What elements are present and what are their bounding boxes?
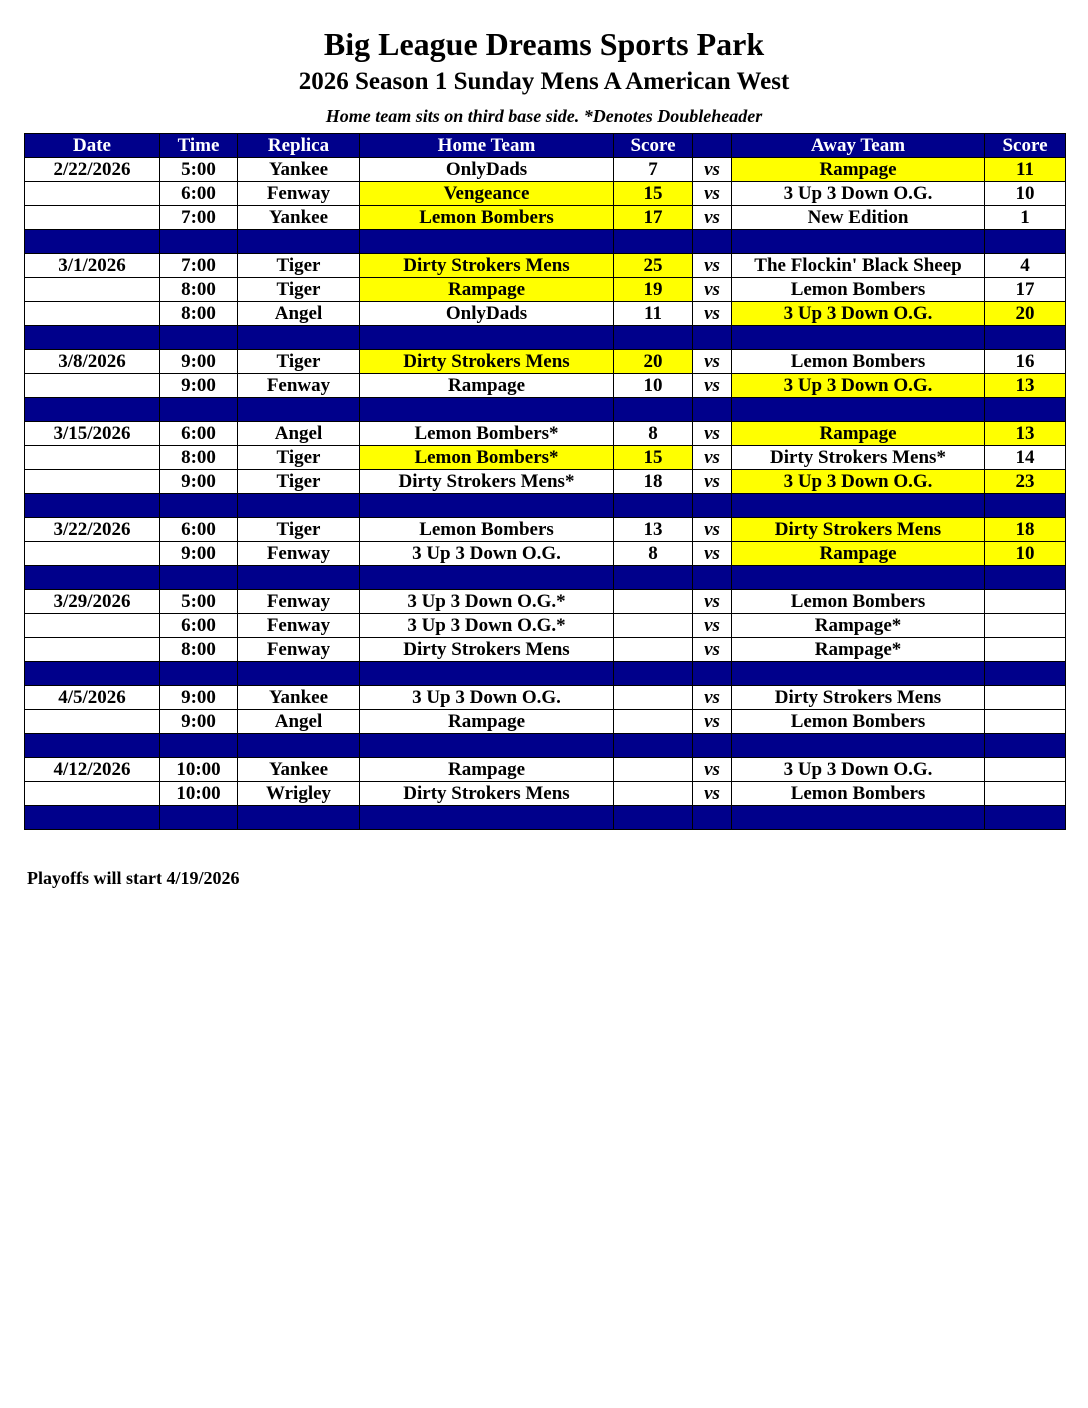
separator-cell [693, 230, 732, 254]
date-cell: 3/15/2026 [25, 422, 160, 446]
separator-cell [693, 806, 732, 830]
home-score-cell: 18 [614, 470, 693, 494]
time-cell: 8:00 [160, 446, 238, 470]
separator-cell [985, 398, 1066, 422]
home-score-cell: 8 [614, 422, 693, 446]
separator-cell [614, 662, 693, 686]
separator-cell [25, 566, 160, 590]
game-row [25, 350, 1066, 374]
separator-cell [238, 734, 360, 758]
time-cell: 9:00 [160, 686, 238, 710]
replica-cell: Angel [238, 302, 360, 326]
separator-cell [160, 734, 238, 758]
vs-cell: vs [693, 158, 732, 182]
separator-cell [238, 566, 360, 590]
home-team-cell: Rampage [360, 278, 614, 302]
separator-cell [614, 806, 693, 830]
separator-row [25, 326, 1066, 350]
vs-cell: vs [693, 422, 732, 446]
away-score-cell: 17 [985, 278, 1066, 302]
game-row [25, 590, 1066, 614]
separator-row [25, 662, 1066, 686]
home-score-cell: 10 [614, 374, 693, 398]
away-team-cell: The Flockin' Black Sheep [732, 254, 985, 278]
time-cell: 6:00 [160, 518, 238, 542]
date-cell [25, 638, 160, 662]
date-cell [25, 302, 160, 326]
time-cell: 9:00 [160, 470, 238, 494]
home-team-cell: Lemon Bombers [360, 206, 614, 230]
time-cell: 8:00 [160, 278, 238, 302]
separator-cell [614, 230, 693, 254]
time-cell: 6:00 [160, 182, 238, 206]
column-header-vs [693, 134, 732, 158]
away-team-cell: Lemon Bombers [732, 782, 985, 806]
game-row [25, 422, 1066, 446]
separator-cell [160, 326, 238, 350]
replica-cell: Tiger [238, 254, 360, 278]
time-cell: 8:00 [160, 638, 238, 662]
date-cell [25, 182, 160, 206]
home-score-cell [614, 614, 693, 638]
vs-cell: vs [693, 542, 732, 566]
separator-cell [360, 566, 614, 590]
separator-cell [985, 326, 1066, 350]
home-score-cell: 15 [614, 446, 693, 470]
separator-cell [985, 230, 1066, 254]
date-cell [25, 446, 160, 470]
replica-cell: Angel [238, 422, 360, 446]
home-score-cell [614, 638, 693, 662]
separator-cell [160, 806, 238, 830]
table-header-row [25, 134, 1066, 158]
game-row [25, 758, 1066, 782]
league-subtitle: 2026 Season 1 Sunday Mens A American West [298, 68, 790, 95]
replica-cell: Tiger [238, 278, 360, 302]
home-team-cell: 3 Up 3 Down O.G.* [360, 590, 614, 614]
separator-cell [732, 662, 985, 686]
game-row [25, 278, 1066, 302]
date-cell [25, 782, 160, 806]
away-score-cell: 4 [985, 254, 1066, 278]
home-team-cell: Lemon Bombers [360, 518, 614, 542]
home-team-cell: OnlyDads [360, 158, 614, 182]
home-team-cell: 3 Up 3 Down O.G.* [360, 614, 614, 638]
away-team-cell: 3 Up 3 Down O.G. [732, 374, 985, 398]
replica-cell: Tiger [238, 350, 360, 374]
away-team-cell: 3 Up 3 Down O.G. [732, 758, 985, 782]
vs-cell: vs [693, 182, 732, 206]
date-cell [25, 206, 160, 230]
time-cell: 9:00 [160, 542, 238, 566]
game-row [25, 302, 1066, 326]
separator-cell [25, 494, 160, 518]
separator-cell [360, 734, 614, 758]
away-score-cell: 10 [985, 542, 1066, 566]
game-row [25, 518, 1066, 542]
home-score-cell: 11 [614, 302, 693, 326]
replica-cell: Fenway [238, 374, 360, 398]
date-cell [25, 710, 160, 734]
separator-cell [160, 662, 238, 686]
away-team-cell: Rampage [732, 158, 985, 182]
separator-row [25, 230, 1066, 254]
separator-cell [693, 326, 732, 350]
game-row [25, 542, 1066, 566]
separator-cell [25, 398, 160, 422]
separator-cell [25, 662, 160, 686]
away-score-cell [985, 758, 1066, 782]
time-cell: 9:00 [160, 710, 238, 734]
vs-cell: vs [693, 758, 732, 782]
separator-cell [360, 326, 614, 350]
home-team-cell: Rampage [360, 758, 614, 782]
date-cell: 3/8/2026 [25, 350, 160, 374]
column-header-away-score: Score [985, 134, 1066, 158]
column-header-away-team: Away Team [732, 134, 985, 158]
time-cell: 7:00 [160, 206, 238, 230]
away-score-cell: 10 [985, 182, 1066, 206]
separator-cell [25, 806, 160, 830]
date-cell: 2/22/2026 [25, 158, 160, 182]
home-team-cell: Dirty Strokers Mens [360, 254, 614, 278]
date-cell [25, 278, 160, 302]
separator-cell [160, 494, 238, 518]
vs-cell: vs [693, 374, 732, 398]
away-score-cell: 16 [985, 350, 1066, 374]
separator-cell [693, 734, 732, 758]
separator-cell [614, 566, 693, 590]
away-score-cell: 20 [985, 302, 1066, 326]
away-team-cell: Rampage [732, 422, 985, 446]
vs-cell: vs [693, 206, 732, 230]
home-score-cell [614, 782, 693, 806]
vs-cell: vs [693, 470, 732, 494]
home-team-cell: OnlyDads [360, 302, 614, 326]
separator-cell [693, 662, 732, 686]
time-cell: 10:00 [160, 782, 238, 806]
replica-cell: Angel [238, 710, 360, 734]
separator-row [25, 734, 1066, 758]
separator-cell [360, 398, 614, 422]
home-score-cell [614, 758, 693, 782]
home-score-cell [614, 686, 693, 710]
game-row [25, 782, 1066, 806]
column-header-home-score: Score [614, 134, 693, 158]
separator-cell [732, 230, 985, 254]
separator-cell [238, 326, 360, 350]
column-header-home-team: Home Team [360, 134, 614, 158]
separator-cell [238, 806, 360, 830]
replica-cell: Yankee [238, 158, 360, 182]
home-team-cell: Dirty Strokers Mens [360, 782, 614, 806]
separator-row [25, 806, 1066, 830]
separator-cell [614, 734, 693, 758]
game-row [25, 446, 1066, 470]
home-score-cell [614, 710, 693, 734]
away-team-cell: Rampage [732, 542, 985, 566]
home-score-cell: 7 [614, 158, 693, 182]
vs-cell: vs [693, 638, 732, 662]
home-team-cell: Dirty Strokers Mens [360, 350, 614, 374]
separator-cell [160, 566, 238, 590]
away-team-cell: Lemon Bombers [732, 710, 985, 734]
home-team-cell: Vengeance [360, 182, 614, 206]
away-score-cell: 1 [985, 206, 1066, 230]
separator-cell [693, 494, 732, 518]
away-team-cell: Rampage* [732, 638, 985, 662]
away-team-cell: Lemon Bombers [732, 350, 985, 374]
separator-cell [985, 734, 1066, 758]
replica-cell: Yankee [238, 206, 360, 230]
replica-cell: Tiger [238, 470, 360, 494]
time-cell: 5:00 [160, 590, 238, 614]
game-row [25, 206, 1066, 230]
column-header-time: Time [160, 134, 238, 158]
vs-cell: vs [693, 518, 732, 542]
separator-cell [985, 806, 1066, 830]
game-row [25, 158, 1066, 182]
schedule-note: Home team sits on third base side. *Denotes Doubleheader [325, 106, 763, 126]
away-team-cell: Rampage* [732, 614, 985, 638]
page-title: Big League Dreams Sports Park [323, 26, 765, 62]
home-score-cell: 8 [614, 542, 693, 566]
separator-cell [614, 494, 693, 518]
home-team-cell: Dirty Strokers Mens* [360, 470, 614, 494]
away-score-cell: 14 [985, 446, 1066, 470]
separator-cell [693, 566, 732, 590]
separator-cell [614, 326, 693, 350]
game-row [25, 686, 1066, 710]
separator-cell [732, 398, 985, 422]
separator-cell [732, 494, 985, 518]
separator-cell [732, 806, 985, 830]
away-team-cell: Dirty Strokers Mens [732, 686, 985, 710]
away-score-cell: 23 [985, 470, 1066, 494]
home-score-cell: 13 [614, 518, 693, 542]
separator-cell [360, 662, 614, 686]
home-team-cell: 3 Up 3 Down O.G. [360, 542, 614, 566]
date-cell: 4/12/2026 [25, 758, 160, 782]
separator-cell [732, 734, 985, 758]
replica-cell: Wrigley [238, 782, 360, 806]
time-cell: 9:00 [160, 374, 238, 398]
away-team-cell: Lemon Bombers [732, 590, 985, 614]
separator-cell [160, 398, 238, 422]
replica-cell: Tiger [238, 446, 360, 470]
time-cell: 10:00 [160, 758, 238, 782]
home-score-cell: 19 [614, 278, 693, 302]
separator-cell [985, 566, 1066, 590]
home-score-cell [614, 590, 693, 614]
away-team-cell: 3 Up 3 Down O.G. [732, 302, 985, 326]
separator-cell [614, 398, 693, 422]
home-team-cell: Lemon Bombers* [360, 446, 614, 470]
time-cell: 6:00 [160, 614, 238, 638]
separator-cell [732, 566, 985, 590]
vs-cell: vs [693, 686, 732, 710]
date-cell [25, 470, 160, 494]
time-cell: 6:00 [160, 422, 238, 446]
separator-cell [238, 662, 360, 686]
replica-cell: Fenway [238, 542, 360, 566]
separator-cell [985, 494, 1066, 518]
date-cell [25, 614, 160, 638]
separator-cell [732, 326, 985, 350]
away-score-cell [985, 590, 1066, 614]
home-team-cell: Lemon Bombers* [360, 422, 614, 446]
vs-cell: vs [693, 782, 732, 806]
away-score-cell [985, 614, 1066, 638]
away-team-cell: Dirty Strokers Mens* [732, 446, 985, 470]
time-cell: 8:00 [160, 302, 238, 326]
date-cell: 3/22/2026 [25, 518, 160, 542]
replica-cell: Fenway [238, 182, 360, 206]
playoffs-note: Playoffs will start 4/19/2026 [27, 868, 240, 888]
away-score-cell: 13 [985, 422, 1066, 446]
game-row [25, 614, 1066, 638]
separator-cell [238, 398, 360, 422]
replica-cell: Fenway [238, 614, 360, 638]
separator-cell [238, 494, 360, 518]
time-cell: 7:00 [160, 254, 238, 278]
away-score-cell [985, 782, 1066, 806]
home-team-cell: Dirty Strokers Mens [360, 638, 614, 662]
replica-cell: Fenway [238, 638, 360, 662]
home-team-cell: 3 Up 3 Down O.G. [360, 686, 614, 710]
date-cell: 3/29/2026 [25, 590, 160, 614]
away-team-cell: New Edition [732, 206, 985, 230]
vs-cell: vs [693, 302, 732, 326]
separator-cell [25, 230, 160, 254]
away-team-cell: Dirty Strokers Mens [732, 518, 985, 542]
separator-cell [25, 734, 160, 758]
game-row [25, 710, 1066, 734]
time-cell: 9:00 [160, 350, 238, 374]
replica-cell: Yankee [238, 686, 360, 710]
replica-cell: Tiger [238, 518, 360, 542]
away-score-cell [985, 710, 1066, 734]
vs-cell: vs [693, 614, 732, 638]
replica-cell: Fenway [238, 590, 360, 614]
separator-cell [985, 662, 1066, 686]
away-score-cell: 18 [985, 518, 1066, 542]
away-score-cell: 13 [985, 374, 1066, 398]
vs-cell: vs [693, 350, 732, 374]
vs-cell: vs [693, 710, 732, 734]
separator-cell [360, 806, 614, 830]
separator-cell [360, 494, 614, 518]
away-team-cell: 3 Up 3 Down O.G. [732, 182, 985, 206]
schedule-table [24, 133, 1066, 830]
schedule-body [25, 158, 1066, 830]
away-team-cell: Lemon Bombers [732, 278, 985, 302]
game-row [25, 638, 1066, 662]
separator-cell [25, 326, 160, 350]
separator-row [25, 566, 1066, 590]
column-header-replica: Replica [238, 134, 360, 158]
separator-cell [360, 230, 614, 254]
separator-row [25, 494, 1066, 518]
away-team-cell: 3 Up 3 Down O.G. [732, 470, 985, 494]
time-cell: 5:00 [160, 158, 238, 182]
game-row [25, 182, 1066, 206]
away-score-cell [985, 686, 1066, 710]
game-row [25, 470, 1066, 494]
home-score-cell: 17 [614, 206, 693, 230]
separator-row [25, 398, 1066, 422]
away-score-cell: 11 [985, 158, 1066, 182]
home-score-cell: 15 [614, 182, 693, 206]
vs-cell: vs [693, 278, 732, 302]
game-row [25, 374, 1066, 398]
date-cell: 4/5/2026 [25, 686, 160, 710]
date-cell: 3/1/2026 [25, 254, 160, 278]
away-score-cell [985, 638, 1066, 662]
vs-cell: vs [693, 446, 732, 470]
vs-cell: vs [693, 254, 732, 278]
date-cell [25, 374, 160, 398]
game-row [25, 254, 1066, 278]
column-header-date: Date [25, 134, 160, 158]
separator-cell [160, 230, 238, 254]
vs-cell: vs [693, 590, 732, 614]
replica-cell: Yankee [238, 758, 360, 782]
home-team-cell: Rampage [360, 710, 614, 734]
home-team-cell: Rampage [360, 374, 614, 398]
home-score-cell: 25 [614, 254, 693, 278]
separator-cell [238, 230, 360, 254]
date-cell [25, 542, 160, 566]
separator-cell [693, 398, 732, 422]
home-score-cell: 20 [614, 350, 693, 374]
